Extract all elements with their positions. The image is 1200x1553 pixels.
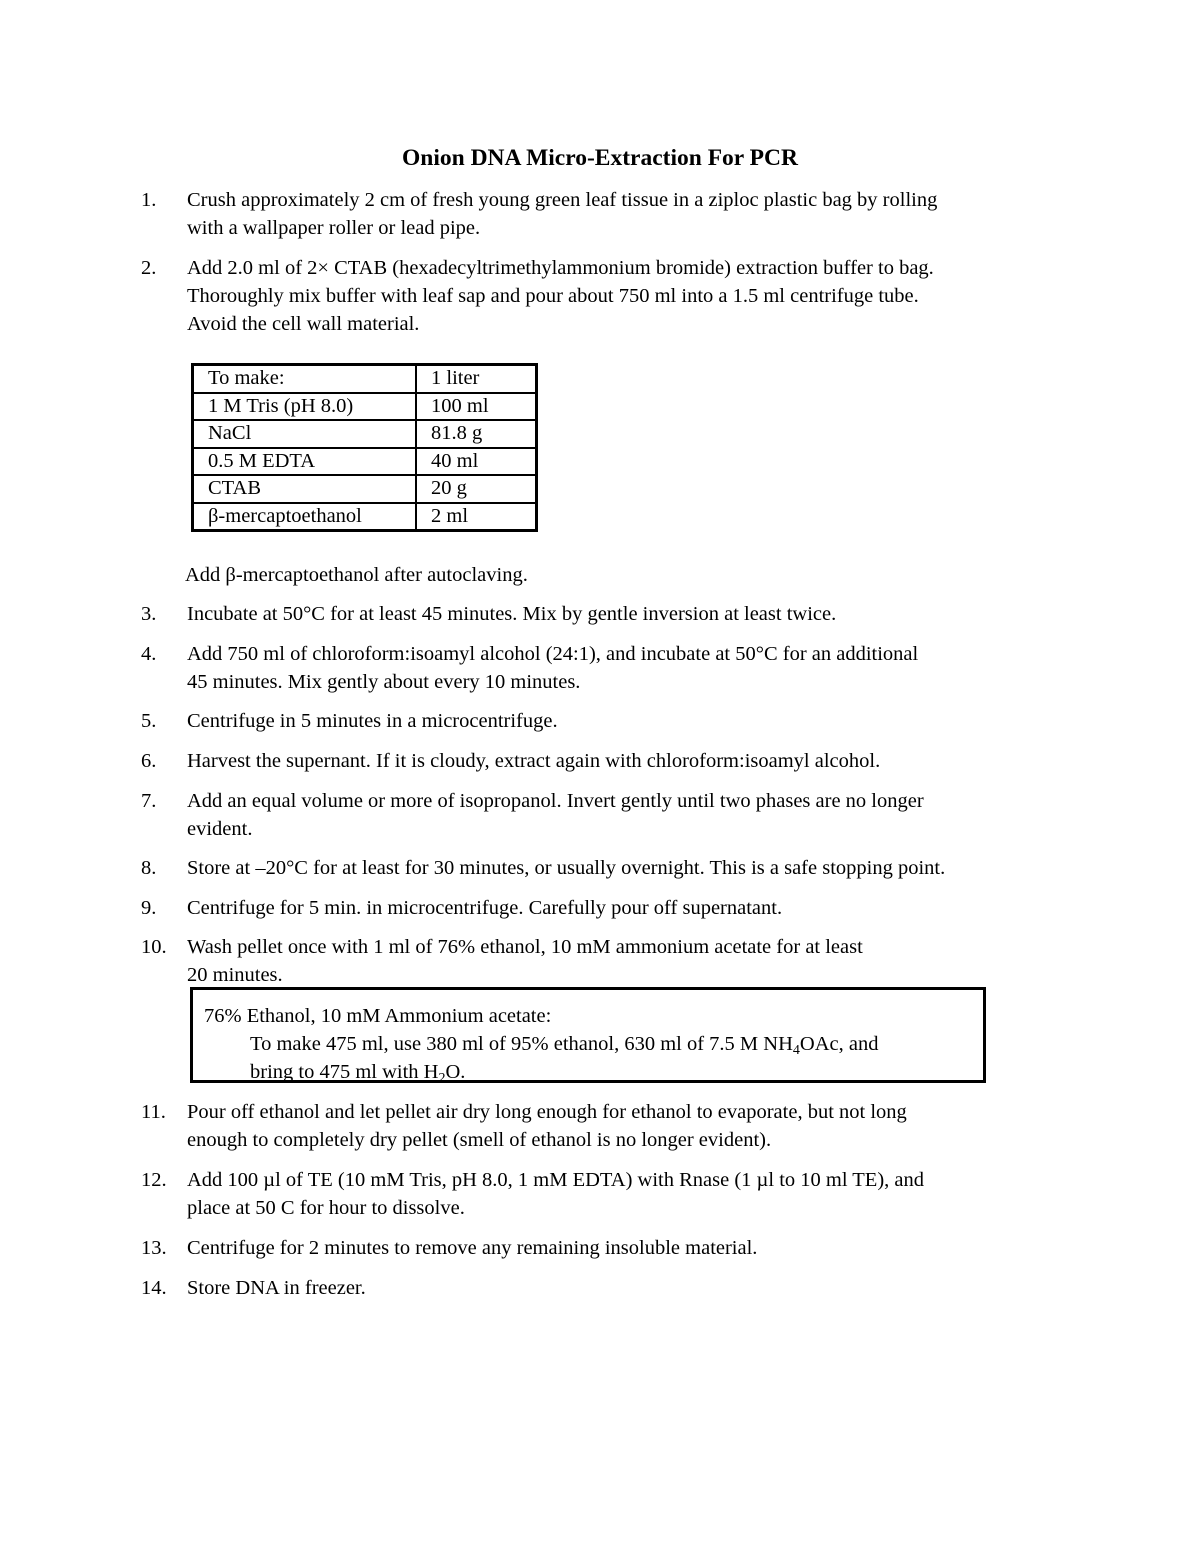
step-text-line: Store DNA in freezer. [187,1277,366,1299]
step-text-line: Add 100 µl of TE (10 mM Tris, pH 8.0, 1 mM EDTA) with Rnase (1 µl to 10 ml TE), and [187,1169,924,1191]
table-cell: 0.5 M EDTA [193,448,417,476]
table-cell: β-mercaptoethanol [193,503,417,531]
box-line [250,1058,465,1086]
table-row [193,475,537,503]
ctab-recipe-table [191,363,538,532]
step-text-line: Centrifuge in 5 minutes in a microcentrifuge. [187,710,558,732]
table-cell: 1 M Tris (pH 8.0) [193,393,417,421]
table-cell: 2 ml [416,503,537,531]
step-text-line: Centrifuge for 2 minutes to remove any remaining insoluble material. [187,1237,758,1259]
box-text: OAc, and [799,1033,879,1055]
table-row [193,393,537,421]
step-text-line: evident. [187,818,253,840]
step-text-line: Crush approximately 2 cm of fresh young green leaf tissue in a ziploc plastic bag by rolling [187,189,938,211]
box-heading: 76% Ethanol, 10 mM Ammonium acetate: [204,1005,552,1027]
table-row [193,420,537,448]
box-text: O. [445,1061,466,1083]
step-text-line: Wash pellet once with 1 ml of 76% ethanol, 10 mM ammonium acetate for at least [187,936,863,958]
step-text-line: Add 2.0 ml of 2× CTAB (hexadecyltrimethylammonium bromide) extraction buffer to bag. [187,257,934,279]
step-text-line: Thoroughly mix buffer with leaf sap and pour about 750 ml into a 1.5 ml centrifuge tube. [187,285,919,307]
step-text-line: enough to completely dry pellet (smell of ethanol is no longer evident). [187,1129,772,1151]
table-cell: 40 ml [416,448,537,476]
step-number: 1. [141,189,157,211]
page-title: Onion DNA Micro-Extraction For PCR [402,145,798,171]
table-cell: 20 g [416,475,537,503]
step-number: 10. [141,936,167,958]
box-text: bring to 475 ml with H [250,1061,439,1083]
step-text-line: Centrifuge for 5 min. in microcentrifuge. Carefully pour off supernatant. [187,897,783,919]
step-text-line: 45 minutes. Mix gently about every 10 minutes. [187,671,581,693]
step-number: 12. [141,1169,167,1191]
table-row [193,503,537,531]
step-text-line: Add 750 ml of chloroform:isoamyl alcohol (24:1), and incubate at 50°C for an additional [187,643,919,665]
step-text-line: Avoid the cell wall material. [187,313,420,335]
step-text-line: Harvest the supernant. If it is cloudy, extract again with chloroform:isoamyl alcohol. [187,750,881,772]
subscript: 4 [792,1043,800,1058]
step-number: 6. [141,750,157,772]
table-cell: To make: [193,365,417,393]
box-line [250,1030,878,1058]
step-text-line: 20 minutes. [187,964,283,986]
step-text-line: place at 50 C for hour to dissolve. [187,1197,465,1219]
step-text-line: Add an equal volume or more of isopropanol. Invert gently until two phases are no longer [187,790,924,812]
box-text: To make 475 ml, use 380 ml of 95% ethanol, 630 ml of 7.5 M NH [250,1033,793,1055]
table-row [193,448,537,476]
step-text-line: Store at –20°C for at least for 30 minutes, or usually overnight. This is a safe stopping point. [187,857,946,879]
step-number: 2. [141,257,157,279]
subscript: 2 [438,1071,446,1086]
step-text-line: Pour off ethanol and let pellet air dry long enough for ethanol to evaporate, but not long [187,1101,907,1123]
step-number: 14. [141,1277,167,1299]
table-cell: NaCl [193,420,417,448]
step-number: 13. [141,1237,167,1259]
step-number: 8. [141,857,157,879]
table-cell: 81.8 g [416,420,537,448]
ethanol-recipe-box [190,987,986,1086]
step-number: 3. [141,603,157,625]
table-cell: CTAB [193,475,417,503]
table-cell: 100 ml [416,393,537,421]
step-number: 5. [141,710,157,732]
step-text-line: with a wallpaper roller or lead pipe. [187,217,481,239]
step-text-line: Incubate at 50°C for at least 45 minutes. Mix by gentle inversion at least twice. [187,603,837,625]
table-cell: 1 liter [416,365,537,393]
step-number: 9. [141,897,157,919]
step-number: 7. [141,790,157,812]
step-number: 4. [141,643,157,665]
step-number: 11. [141,1101,166,1123]
table-note: Add β-mercaptoethanol after autoclaving. [185,564,528,586]
table-row [193,365,537,393]
